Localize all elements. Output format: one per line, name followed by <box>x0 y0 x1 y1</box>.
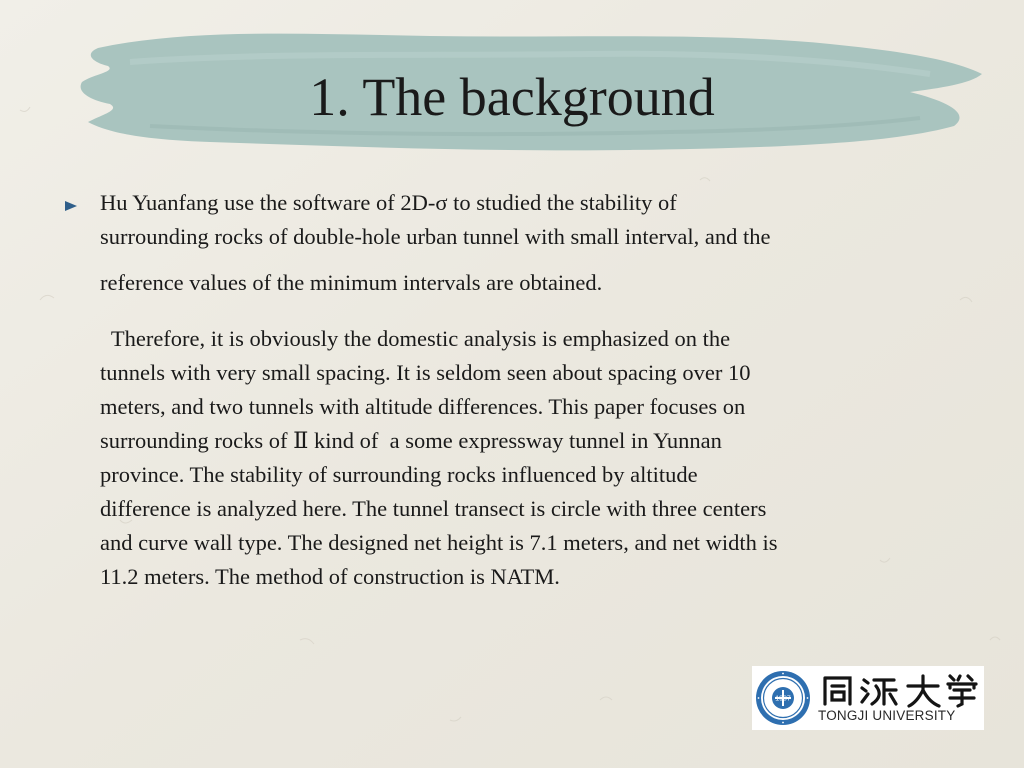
slide-body <box>100 186 970 594</box>
paragraph-line: meters, and two tunnels with altitude differences. This paper focuses on <box>100 394 746 419</box>
paragraph-line: Hu Yuanfang use the software of 2D-σ to studied the stability of <box>100 190 677 215</box>
paragraph-line: province. The stability of surrounding rocks influenced by altitude <box>100 462 698 487</box>
paragraph-2 <box>100 322 970 594</box>
university-seal-icon <box>755 670 811 726</box>
paragraph-line: and curve wall type. The designed net height is 7.1 meters, and net width is <box>100 530 778 555</box>
chinese-name-calligraphy <box>820 672 980 708</box>
paragraph-1 <box>100 186 970 300</box>
slide-title: 1. The background <box>309 67 715 127</box>
english-name: TONGJI UNIVERSITY <box>818 708 956 723</box>
paragraph-line: 11.2 meters. The method of construction is NATM. <box>100 564 560 589</box>
triangle-bullet-icon <box>64 200 78 212</box>
paragraph-line: tunnels with very small spacing. It is seldom seen about spacing over 10 <box>100 360 751 385</box>
paragraph-line: surrounding rocks of double-hole urban tunnel with small interval, and the <box>100 224 771 249</box>
paragraph-line: Therefore, it is obviously the domestic analysis is emphasized on the <box>100 326 731 351</box>
university-logo <box>752 666 984 730</box>
paragraph-line: surrounding rocks of Ⅱ kind of a some expressway tunnel in Yunnan <box>100 428 722 453</box>
paragraph-line: difference is analyzed here. The tunnel transect is circle with three centers <box>100 496 767 521</box>
paragraph-line: reference values of the minimum intervals are obtained. <box>100 270 603 295</box>
seal-year: 1907 <box>775 695 791 703</box>
